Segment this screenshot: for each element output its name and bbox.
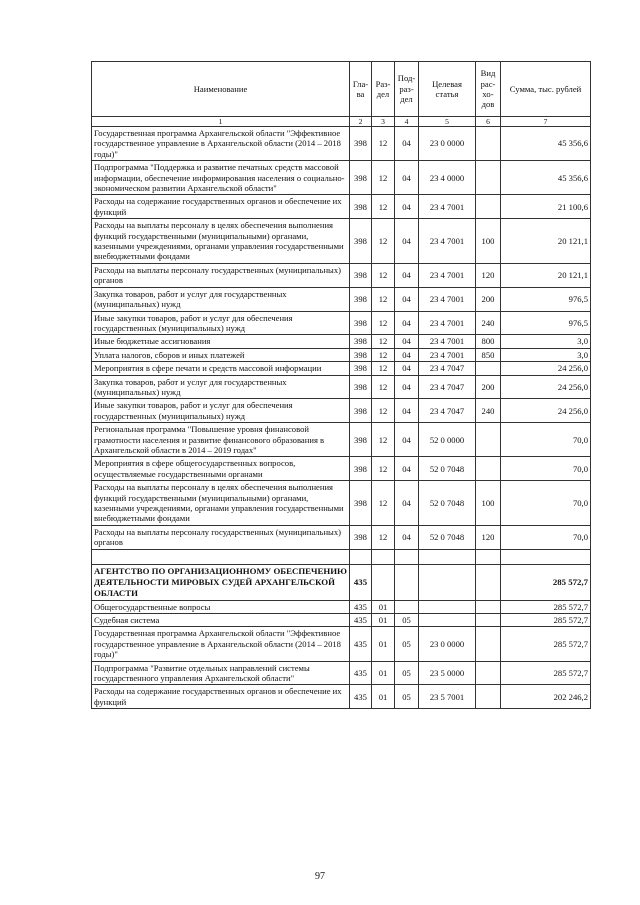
row-vid: 120 — [476, 263, 501, 287]
row-glava: 398 — [350, 423, 372, 457]
row-sum: 3,0 — [501, 335, 591, 348]
row-podrazdel: 04 — [395, 375, 419, 399]
header-sum: Сумма, тыс. рублей — [501, 62, 591, 117]
row-podrazdel: 04 — [395, 348, 419, 361]
document-page — [91, 61, 590, 709]
col-number: 1 — [92, 117, 350, 127]
row-podrazdel: 04 — [395, 219, 419, 264]
header-podrazdel: Под-раз-дел — [395, 62, 419, 117]
row-glava: 435 — [350, 614, 372, 627]
row-sum: 285 572,7 — [501, 661, 591, 685]
row-sum: 20 121,1 — [501, 219, 591, 264]
row-podrazdel — [395, 600, 419, 613]
row-razdel: 01 — [372, 627, 395, 661]
table-row — [92, 219, 591, 264]
row-vid: 100 — [476, 219, 501, 264]
row-razdel: 12 — [372, 219, 395, 264]
row-razdel: 12 — [372, 287, 395, 311]
agency-row — [92, 564, 591, 600]
row-name: Расходы на выплаты персоналу государственных (муниципальных) органов — [92, 525, 350, 549]
row-sum: 45 356,6 — [501, 127, 591, 161]
row-podrazdel: 04 — [395, 263, 419, 287]
row-razdel: 12 — [372, 348, 395, 361]
row-stat — [419, 614, 476, 627]
table-row — [92, 195, 591, 219]
table-row — [92, 263, 591, 287]
table-row — [92, 661, 591, 685]
row-vid: 120 — [476, 525, 501, 549]
row-vid — [476, 685, 501, 709]
row-podrazdel: 04 — [395, 161, 419, 195]
row-stat: 52 0 7048 — [419, 457, 476, 481]
row-podrazdel: 04 — [395, 525, 419, 549]
row-razdel: 12 — [372, 399, 395, 423]
row-vid — [476, 127, 501, 161]
table-header-row — [92, 62, 591, 117]
row-vid — [476, 195, 501, 219]
row-stat: 23 4 7001 — [419, 287, 476, 311]
table-row — [92, 362, 591, 375]
row-sum: 70,0 — [501, 457, 591, 481]
row-stat — [419, 600, 476, 613]
row-name: Расходы на содержание государственных органов и обеспечение их функций — [92, 195, 350, 219]
budget-table — [91, 61, 591, 709]
header-glava: Гла-ва — [350, 62, 372, 117]
header-name: Наименование — [92, 62, 350, 117]
row-vid — [476, 614, 501, 627]
row-sum: 285 572,7 — [501, 600, 591, 613]
row-name: Подпрограмма "Поддержка и развитие печатных средств массовой информации, обеспечение информирования населения о социально-экономическом развитии Архангельской области" — [92, 161, 350, 195]
row-name: Региональная программа "Повышение уровня финансовой грамотности населения и развитие финансового образования в Архангельской области в 2014 – 2019 годах" — [92, 423, 350, 457]
row-vid — [476, 457, 501, 481]
table-row — [92, 600, 591, 613]
row-glava: 435 — [350, 685, 372, 709]
row-glava: 398 — [350, 457, 372, 481]
row-podrazdel: 04 — [395, 287, 419, 311]
table-row — [92, 311, 591, 335]
row-podrazdel: 04 — [395, 311, 419, 335]
row-sum: 285 572,7 — [501, 614, 591, 627]
row-name: Уплата налогов, сборов и иных платежей — [92, 348, 350, 361]
col-number: 2 — [350, 117, 372, 127]
row-glava: 398 — [350, 219, 372, 264]
header-stat: Целевая статья — [419, 62, 476, 117]
row-razdel: 12 — [372, 127, 395, 161]
row-glava: 398 — [350, 335, 372, 348]
row-stat: 23 4 7001 — [419, 348, 476, 361]
row-razdel: 12 — [372, 481, 395, 526]
row-razdel: 12 — [372, 423, 395, 457]
row-sum: 24 256,0 — [501, 362, 591, 375]
row-stat: 23 4 7047 — [419, 362, 476, 375]
row-stat: 52 0 7048 — [419, 481, 476, 526]
agency-name: АГЕНТСТВО ПО ОРГАНИЗАЦИОННОМУ ОБЕСПЕЧЕНИЮ ДЕЯТЕЛЬНОСТИ МИРОВЫХ СУДЕЙ АРХАНГЕЛЬСКОЙ ОБЛАСТИ — [92, 564, 350, 600]
row-stat: 23 4 7001 — [419, 263, 476, 287]
row-sum: 202 246,2 — [501, 685, 591, 709]
row-razdel: 12 — [372, 311, 395, 335]
col-number: 5 — [419, 117, 476, 127]
row-name: Государственная программа Архангельской области "Эффективное государственное управление в Архангельской области (2014 – 2018 годы)" — [92, 627, 350, 661]
table-row — [92, 481, 591, 526]
row-name: Расходы на выплаты персоналу в целях обеспечения выполнения функций государственными (муниципальными) органами, казенными учреждениями, органами управления государственными внебюджетными фондами — [92, 219, 350, 264]
row-name: Общегосударственные вопросы — [92, 600, 350, 613]
row-sum: 24 256,0 — [501, 375, 591, 399]
page-number: 97 — [315, 871, 325, 882]
row-podrazdel: 04 — [395, 362, 419, 375]
row-podrazdel: 05 — [395, 685, 419, 709]
row-stat: 23 5 7001 — [419, 685, 476, 709]
row-name: Мероприятия в сфере общегосударственных вопросов, осуществляемые государственными органами — [92, 457, 350, 481]
row-razdel: 12 — [372, 195, 395, 219]
spacer-row — [92, 549, 591, 564]
row-razdel: 01 — [372, 614, 395, 627]
row-podrazdel: 04 — [395, 195, 419, 219]
row-glava: 398 — [350, 375, 372, 399]
row-name: Иные закупки товаров, работ и услуг для обеспечения государственных (муниципальных) нужд — [92, 311, 350, 335]
row-razdel: 01 — [372, 661, 395, 685]
row-sum: 3,0 — [501, 348, 591, 361]
row-podrazdel: 05 — [395, 661, 419, 685]
row-vid — [476, 423, 501, 457]
row-vid — [476, 627, 501, 661]
row-glava: 398 — [350, 127, 372, 161]
row-podrazdel: 05 — [395, 614, 419, 627]
table-row — [92, 348, 591, 361]
row-vid — [476, 600, 501, 613]
row-sum: 70,0 — [501, 481, 591, 526]
row-vid: 200 — [476, 287, 501, 311]
row-stat: 52 0 0000 — [419, 423, 476, 457]
row-vid: 800 — [476, 335, 501, 348]
row-sum: 976,5 — [501, 287, 591, 311]
row-stat: 23 4 7001 — [419, 195, 476, 219]
row-sum: 20 121,1 — [501, 263, 591, 287]
row-name: Подпрограмма "Развитие отдельных направлений системы государственного управления Архангельской области" — [92, 661, 350, 685]
row-podrazdel: 04 — [395, 127, 419, 161]
row-stat: 23 4 7047 — [419, 375, 476, 399]
row-stat: 23 4 0000 — [419, 161, 476, 195]
row-name: Расходы на выплаты персоналу государственных (муниципальных) органов — [92, 263, 350, 287]
row-glava: 398 — [350, 287, 372, 311]
row-razdel: 01 — [372, 600, 395, 613]
row-name: Мероприятия в сфере печати и средств массовой информации — [92, 362, 350, 375]
row-stat: 23 4 7001 — [419, 219, 476, 264]
row-glava: 398 — [350, 399, 372, 423]
row-name: Государственная программа Архангельской области "Эффективное государственное управление в Архангельской области (2014 – 2018 годы)" — [92, 127, 350, 161]
row-glava: 435 — [350, 627, 372, 661]
agency-glava: 435 — [350, 564, 372, 600]
table-row — [92, 127, 591, 161]
row-vid: 240 — [476, 311, 501, 335]
row-podrazdel: 04 — [395, 335, 419, 348]
col-number: 6 — [476, 117, 501, 127]
table-body-section-2 — [92, 600, 591, 709]
row-stat: 23 4 7001 — [419, 311, 476, 335]
row-vid: 100 — [476, 481, 501, 526]
row-name: Расходы на содержание государственных органов и обеспечение их функций — [92, 685, 350, 709]
row-razdel: 12 — [372, 161, 395, 195]
table-row — [92, 335, 591, 348]
table-body-section-1 — [92, 127, 591, 550]
row-name: Закупка товаров, работ и услуг для государственных (муниципальных) нужд — [92, 375, 350, 399]
row-stat: 23 4 7001 — [419, 335, 476, 348]
row-vid — [476, 362, 501, 375]
row-vid: 240 — [476, 399, 501, 423]
row-glava: 398 — [350, 161, 372, 195]
row-glava: 398 — [350, 348, 372, 361]
row-podrazdel: 04 — [395, 457, 419, 481]
row-razdel: 01 — [372, 685, 395, 709]
row-razdel: 12 — [372, 525, 395, 549]
row-sum: 21 100,6 — [501, 195, 591, 219]
row-razdel: 12 — [372, 457, 395, 481]
row-sum: 70,0 — [501, 525, 591, 549]
row-stat: 23 4 7047 — [419, 399, 476, 423]
table-row — [92, 399, 591, 423]
row-razdel: 12 — [372, 375, 395, 399]
row-name: Закупка товаров, работ и услуг для государственных (муниципальных) нужд — [92, 287, 350, 311]
row-glava: 398 — [350, 195, 372, 219]
row-sum: 45 356,6 — [501, 161, 591, 195]
row-glava: 398 — [350, 481, 372, 526]
table-row — [92, 375, 591, 399]
row-razdel: 12 — [372, 362, 395, 375]
table-row — [92, 614, 591, 627]
row-name: Судебная система — [92, 614, 350, 627]
row-razdel: 12 — [372, 335, 395, 348]
row-sum: 24 256,0 — [501, 399, 591, 423]
row-stat: 23 0 0000 — [419, 627, 476, 661]
header-razdel: Раз-дел — [372, 62, 395, 117]
row-razdel: 12 — [372, 263, 395, 287]
row-glava: 435 — [350, 600, 372, 613]
row-podrazdel: 04 — [395, 481, 419, 526]
row-glava: 398 — [350, 362, 372, 375]
table-gap — [92, 549, 591, 600]
table-row — [92, 685, 591, 709]
row-sum: 70,0 — [501, 423, 591, 457]
col-number: 4 — [395, 117, 419, 127]
table-row — [92, 423, 591, 457]
row-stat: 23 5 0000 — [419, 661, 476, 685]
row-name: Расходы на выплаты персоналу в целях обеспечения выполнения функций государственными (муниципальными) органами, казенными учреждениями, органами управления государственными внебюджетными фондами — [92, 481, 350, 526]
row-glava: 398 — [350, 263, 372, 287]
row-stat: 52 0 7048 — [419, 525, 476, 549]
row-podrazdel: 04 — [395, 399, 419, 423]
table-row — [92, 525, 591, 549]
agency-sum: 285 572,7 — [501, 564, 591, 600]
header-vid: Вид рас-хо-дов — [476, 62, 501, 117]
row-glava: 398 — [350, 525, 372, 549]
row-sum: 976,5 — [501, 311, 591, 335]
row-name: Иные бюджетные ассигнования — [92, 335, 350, 348]
row-vid: 850 — [476, 348, 501, 361]
row-name: Иные закупки товаров, работ и услуг для обеспечения государственных (муниципальных) нужд — [92, 399, 350, 423]
table-row — [92, 287, 591, 311]
row-podrazdel: 04 — [395, 423, 419, 457]
row-sum: 285 572,7 — [501, 627, 591, 661]
table-row — [92, 627, 591, 661]
row-vid — [476, 161, 501, 195]
row-vid — [476, 661, 501, 685]
row-stat: 23 0 0000 — [419, 127, 476, 161]
col-number: 7 — [501, 117, 591, 127]
col-number: 3 — [372, 117, 395, 127]
column-number-row — [92, 117, 591, 127]
row-vid: 200 — [476, 375, 501, 399]
row-podrazdel: 05 — [395, 627, 419, 661]
table-row — [92, 161, 591, 195]
row-glava: 398 — [350, 311, 372, 335]
row-glava: 435 — [350, 661, 372, 685]
table-row — [92, 457, 591, 481]
